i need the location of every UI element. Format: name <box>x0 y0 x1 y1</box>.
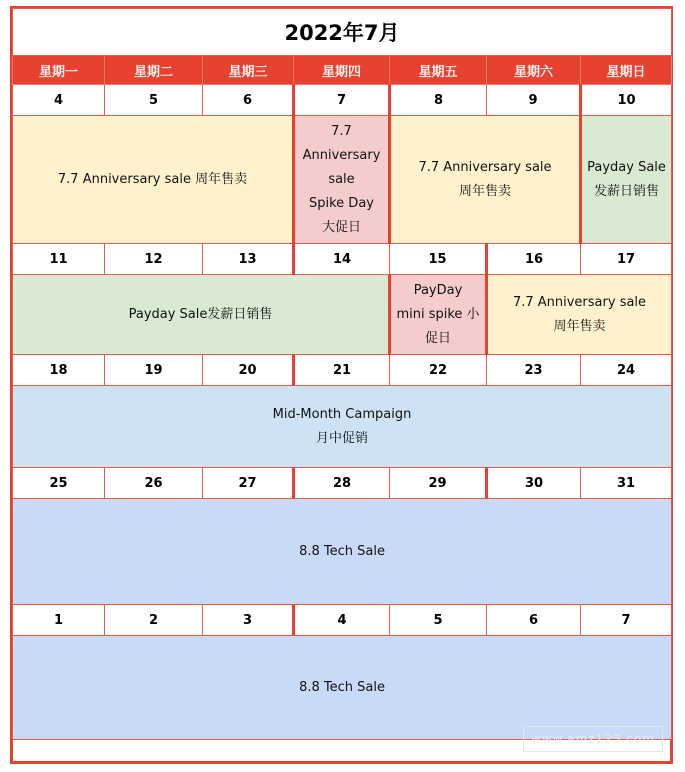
date-cell: 9 <box>487 85 581 116</box>
date-row <box>13 468 672 499</box>
event-text: 8.8 Tech Sale <box>299 679 385 695</box>
weekday-header: 星期日 <box>581 56 672 85</box>
event-row <box>13 275 672 355</box>
date-cell: 1 <box>13 605 105 636</box>
date-cell: 28 <box>294 468 390 499</box>
date-cell: 20 <box>203 355 294 386</box>
date-cell: 2 <box>105 605 203 636</box>
weekday-header: 星期四 <box>294 56 390 85</box>
weekday-header: 星期二 <box>105 56 203 85</box>
event-text: Mid-Month Campaign <box>272 406 412 422</box>
event-payday-sale <box>581 116 672 244</box>
event-text: 7.7 Anniversary sale <box>418 159 552 175</box>
date-cell: 5 <box>390 605 487 636</box>
date-row <box>13 244 672 275</box>
event-text: 7.7 Anniversary sale 周年售卖 <box>57 171 248 187</box>
date-cell: 22 <box>390 355 487 386</box>
event-row <box>13 636 672 740</box>
date-cell: 12 <box>105 244 203 275</box>
date-cell: 6 <box>487 605 581 636</box>
date-row <box>13 355 672 386</box>
event-anniversary-sale <box>13 116 294 244</box>
event-payday-sale <box>13 275 390 355</box>
weekday-header: 星期三 <box>203 56 294 85</box>
event-text: 7.7 Anniversary sale <box>512 294 647 310</box>
date-cell: 10 <box>581 85 672 116</box>
event-row <box>13 386 672 468</box>
event-text: PayDay <box>413 282 463 298</box>
event-text: Payday Sale发薪日销售 <box>128 306 273 322</box>
date-cell: 29 <box>390 468 487 499</box>
date-cell: 4 <box>294 605 390 636</box>
event-tech-sale <box>13 636 672 740</box>
date-cell: 17 <box>581 244 672 275</box>
event-mid-month-campaign <box>13 386 672 468</box>
weekday-header-row <box>13 56 672 85</box>
calendar-table <box>12 8 672 740</box>
date-cell: 19 <box>105 355 203 386</box>
event-tech-sale <box>13 499 672 605</box>
event-text: 8.8 Tech Sale <box>299 543 385 559</box>
date-row <box>13 605 672 636</box>
calendar-title: 2022年7月 <box>13 9 672 56</box>
event-payday-mini-spike <box>390 275 487 355</box>
date-cell: 18 <box>13 355 105 386</box>
date-cell: 13 <box>203 244 294 275</box>
event-text: 周年售卖 <box>458 183 511 199</box>
weekday-header: 星期六 <box>487 56 581 85</box>
event-text: Payday Sale <box>587 159 666 175</box>
date-cell: 6 <box>203 85 294 116</box>
date-cell: 3 <box>203 605 294 636</box>
date-cell: 23 <box>487 355 581 386</box>
event-anniversary-sale <box>487 275 672 355</box>
event-text: 促日 <box>424 330 451 346</box>
date-cell: 7 <box>294 85 390 116</box>
event-spike-day <box>294 116 390 244</box>
event-text: 大促日 <box>321 219 361 235</box>
date-cell: 25 <box>13 468 105 499</box>
date-cell: 11 <box>13 244 105 275</box>
event-anniversary-sale <box>390 116 581 244</box>
event-text: 周年售卖 <box>553 318 606 334</box>
event-text: Spike Day <box>309 195 374 211</box>
event-text: Anniversary <box>302 147 381 163</box>
date-cell: 15 <box>390 244 487 275</box>
date-cell: 5 <box>105 85 203 116</box>
date-cell: 4 <box>13 85 105 116</box>
date-cell: 27 <box>203 468 294 499</box>
watermark: www.amz123.com <box>523 726 663 752</box>
date-cell: 24 <box>581 355 672 386</box>
date-cell: 7 <box>581 605 672 636</box>
date-cell: 21 <box>294 355 390 386</box>
event-text: 7.7 <box>331 123 352 139</box>
event-text: 月中促销 <box>316 430 369 446</box>
weekday-header: 星期五 <box>390 56 487 85</box>
date-row <box>13 85 672 116</box>
date-cell: 8 <box>390 85 487 116</box>
event-row <box>13 116 672 244</box>
date-cell: 30 <box>487 468 581 499</box>
event-row <box>13 499 672 605</box>
event-text: 发薪日销售 <box>594 183 660 199</box>
date-cell: 31 <box>581 468 672 499</box>
event-text: mini spike 小 <box>396 306 480 322</box>
weekday-header: 星期一 <box>13 56 105 85</box>
date-cell: 26 <box>105 468 203 499</box>
event-text: sale <box>328 171 355 187</box>
date-cell: 16 <box>487 244 581 275</box>
date-cell: 14 <box>294 244 390 275</box>
